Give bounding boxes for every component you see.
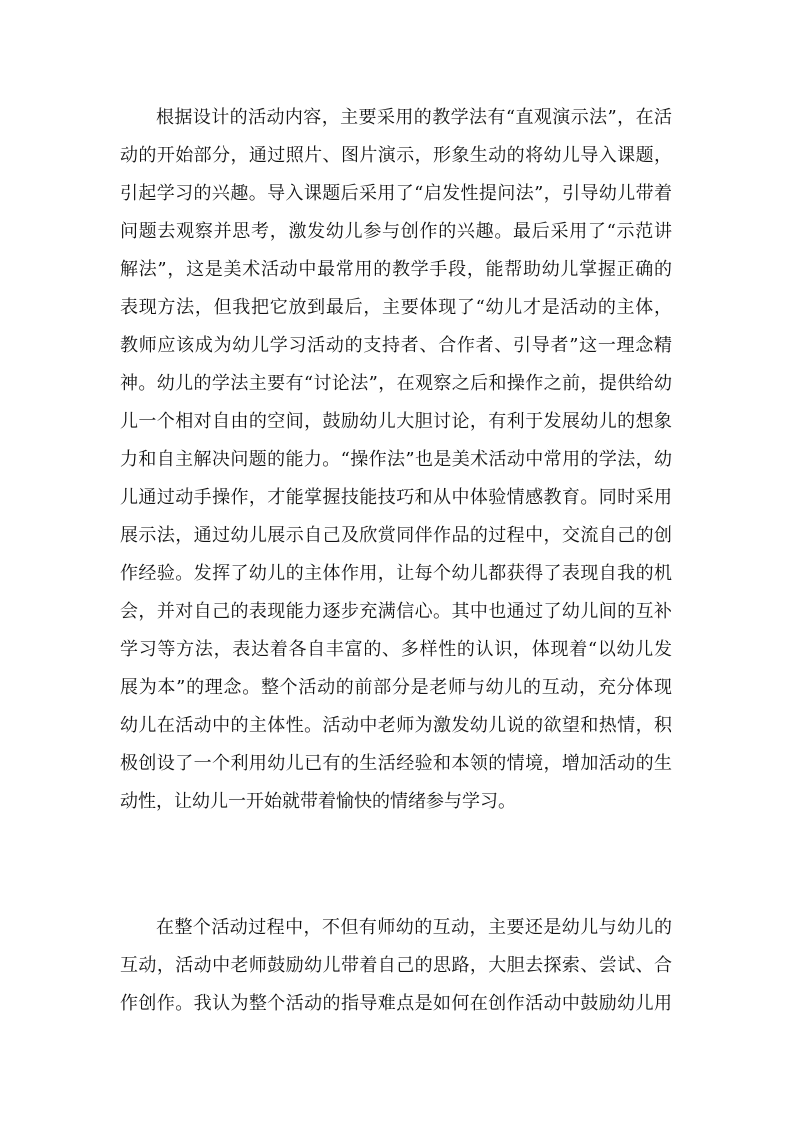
paragraph-line: 儿一个相对自由的空间，鼓励幼儿大胆讨论，有利于发展幼儿的想象	[120, 411, 672, 432]
paragraph-line: 展示法，通过幼儿展示自己及欣赏同伴作品的过程中，交流自己的创	[120, 525, 672, 546]
paragraph-line: 动性，让幼儿一开始就带着愉快的情绪参与学习。	[120, 791, 516, 812]
paragraph-line: 神。幼儿的学法主要有“讨论法”，在观察之后和操作之前，提供给幼	[120, 373, 672, 394]
paragraph-line: 根据设计的活动内容，主要采用的教学法有“直观演示法”，在活	[156, 107, 672, 128]
paragraph-1	[120, 99, 672, 821]
paragraph-line: 教师应该成为幼儿学习活动的支持者、合作者、引导者”这一理念精	[120, 335, 672, 356]
paragraph-line: 表现方法，但我把它放到最后，主要体现了“幼儿才是活动的主体，	[120, 297, 672, 318]
paragraph-line: 动的开始部分，通过照片、图片演示，形象生动的将幼儿导入课题，	[120, 145, 672, 166]
paragraph-line: 极创设了一个利用幼儿已有的生活经验和本领的情境，增加活动的生	[120, 753, 672, 774]
paragraph-line: 作创作。我认为整个活动的指导难点是如何在创作活动中鼓励幼儿用	[120, 993, 672, 1014]
paragraph-line: 学习等方法，表达着各自丰富的、多样性的认识，体现着“以幼儿发	[120, 639, 672, 660]
paragraph-line: 幼儿在活动中的主体性。活动中老师为激发幼儿说的欲望和热情，积	[120, 715, 672, 736]
paragraph-line: 会，并对自己的表现能力逐步充满信心。其中也通过了幼儿间的互补	[120, 601, 672, 622]
paragraph-line: 力和自主解决问题的能力。“操作法”也是美术活动中常用的学法，幼	[120, 449, 672, 470]
paragraph-line: 互动，活动中老师鼓励幼儿带着自己的思路，大胆去探索、尝试、合	[120, 955, 672, 976]
paragraph-line: 问题去观察并思考，激发幼儿参与创作的兴趣。最后采用了“示范讲	[120, 221, 672, 242]
paragraph-line: 儿通过动手操作，才能掌握技能技巧和从中体验情感教育。同时采用	[120, 487, 672, 508]
paragraph-line: 作经验。发挥了幼儿的主体作用，让每个幼儿都获得了表现自我的机	[120, 563, 672, 584]
paragraph-line: 解法”，这是美术活动中最常用的教学手段，能帮助幼儿掌握正确的	[120, 259, 672, 280]
paragraph-line: 引起学习的兴趣。导入课题后采用了“启发性提问法”，引导幼儿带着	[120, 183, 672, 204]
paragraph-line: 在整个活动过程中，不但有师幼的互动，主要还是幼儿与幼儿的	[156, 917, 672, 938]
paragraph-2	[120, 909, 672, 1023]
paragraph-line: 展为本”的理念。整个活动的前部分是老师与幼儿的互动，充分体现	[120, 677, 672, 698]
